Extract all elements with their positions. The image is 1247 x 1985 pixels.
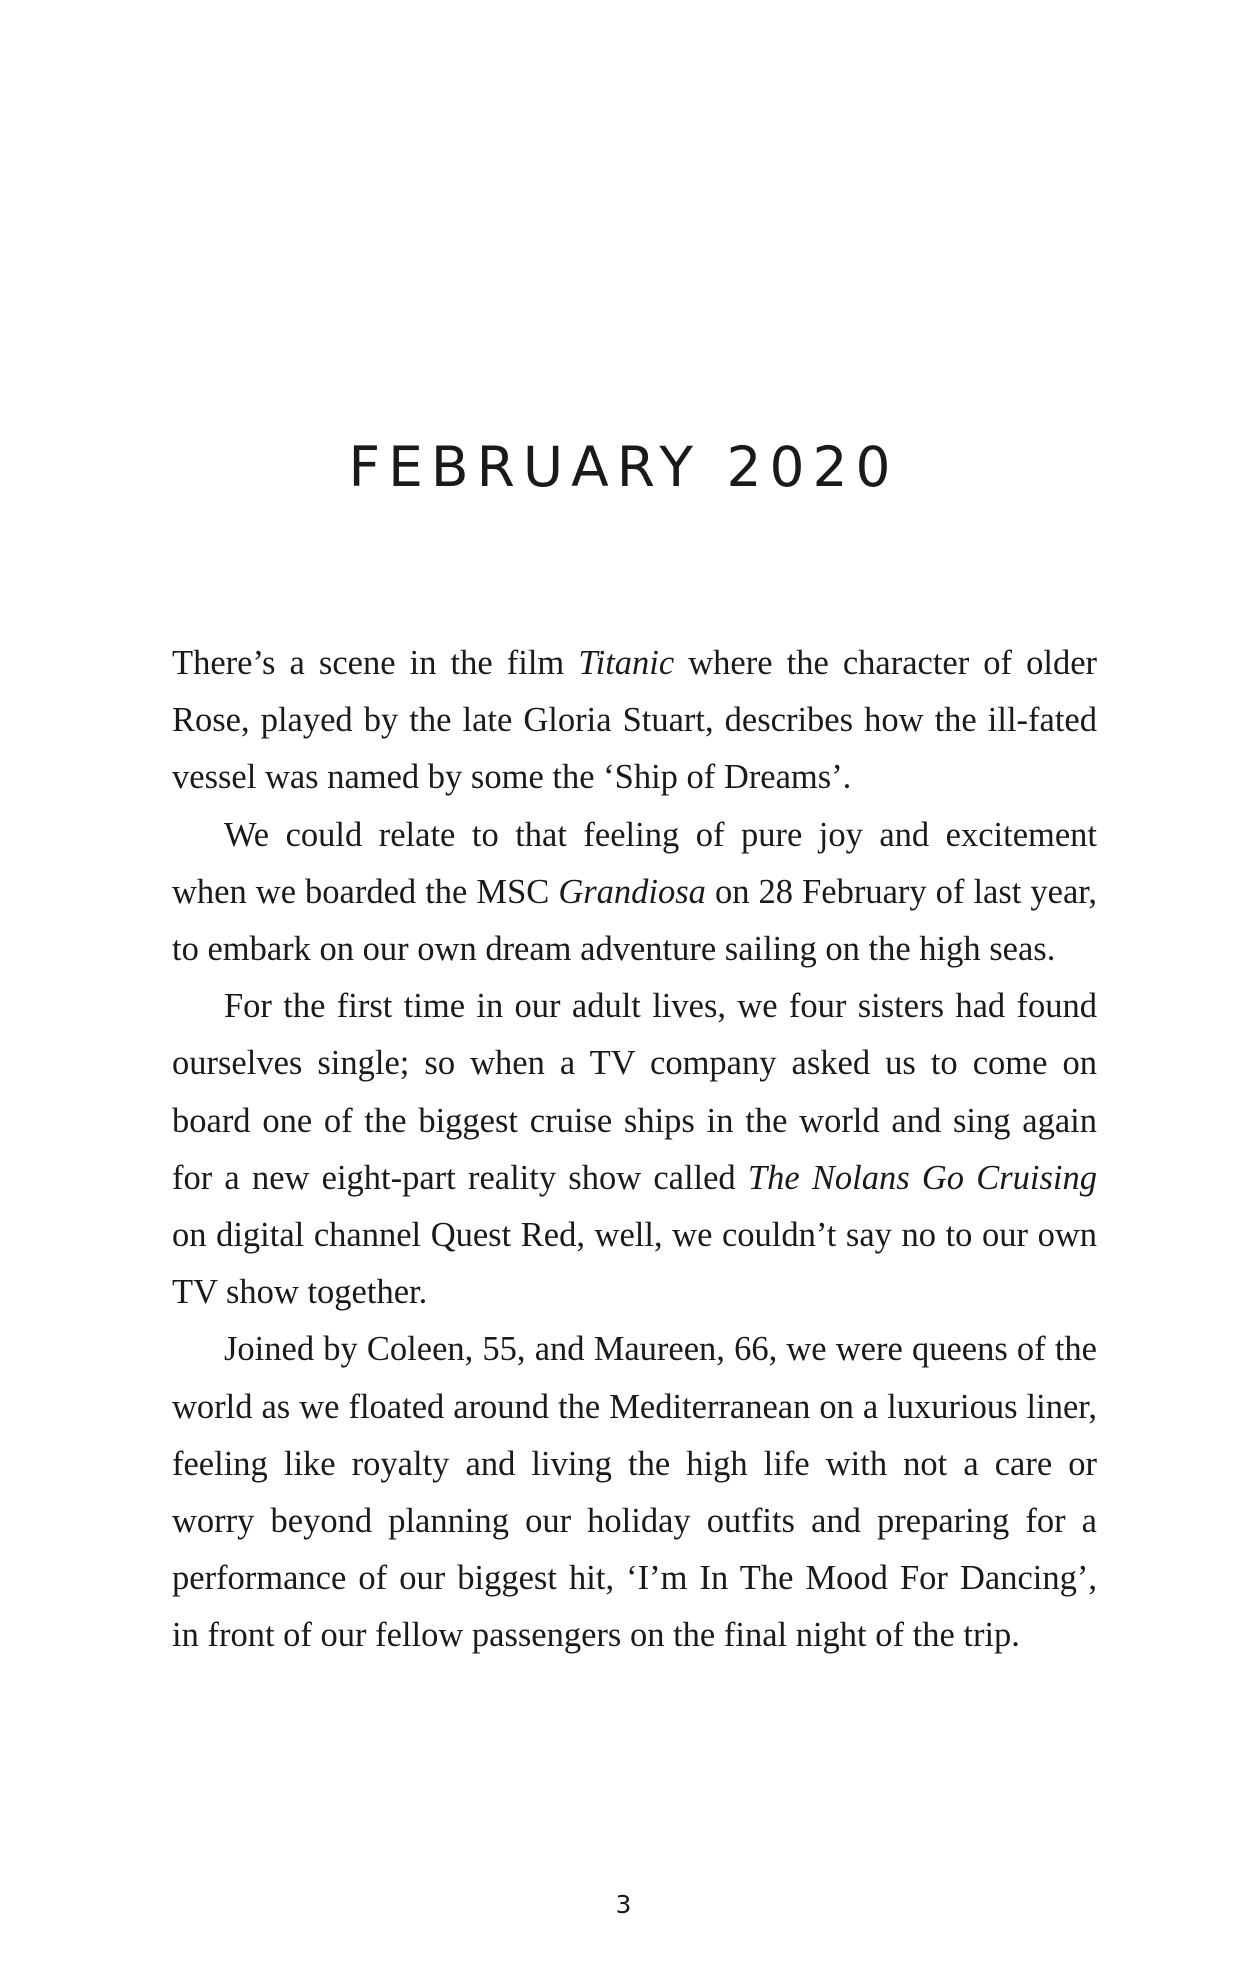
show-title: The Nolans Go Cruising bbox=[747, 1158, 1097, 1197]
text-segment: on digital channel Quest Red, well, we couldn’t say no to our own TV show together. bbox=[172, 1216, 1097, 1312]
text-segment: For the first time in our adult lives, we four sisters had found ourselves single; so when a TV company asked us to come on board one of the biggest cruise ships in the world and sing again for a new eight-part reality show called bbox=[172, 987, 1097, 1197]
paragraph bbox=[172, 1321, 1097, 1664]
ship-name: Grandiosa bbox=[558, 872, 706, 911]
paragraph bbox=[172, 807, 1097, 979]
text-segment: We could relate to that feeling of pure joy and excitement when we boarded the MSC bbox=[172, 815, 1097, 911]
paragraph bbox=[172, 978, 1097, 1321]
text-segment: where the character of older Rose, played by the late Gloria Stuart, describes how the ill-fated vessel was named by some the ‘Ship of Dreams’. bbox=[172, 644, 1098, 797]
body-text bbox=[172, 635, 1097, 1665]
text-segment: Joined by Coleen, 55, and Maureen, 66, we were queens of the world as we floated around the Mediterranean on a luxurious liner, feeling like royalty and living the high life with not a care or worry beyond planning our holiday outfits and preparing for a performance of our biggest hit, ‘I’m In The Mood For Dancing’, in front of our fellow passengers on the final night of the trip. bbox=[172, 1330, 1097, 1655]
film-title: Titanic bbox=[578, 644, 675, 682]
text-segment: on 28 February of last year, to embark on our own dream adventure sailing on the high seas. bbox=[172, 872, 1098, 969]
page-number: 3 bbox=[615, 1890, 632, 1919]
chapter-title: FEBRUARY 2020 bbox=[348, 435, 899, 499]
paragraph bbox=[172, 635, 1097, 807]
text-segment: There’s a scene in the film bbox=[172, 644, 579, 682]
